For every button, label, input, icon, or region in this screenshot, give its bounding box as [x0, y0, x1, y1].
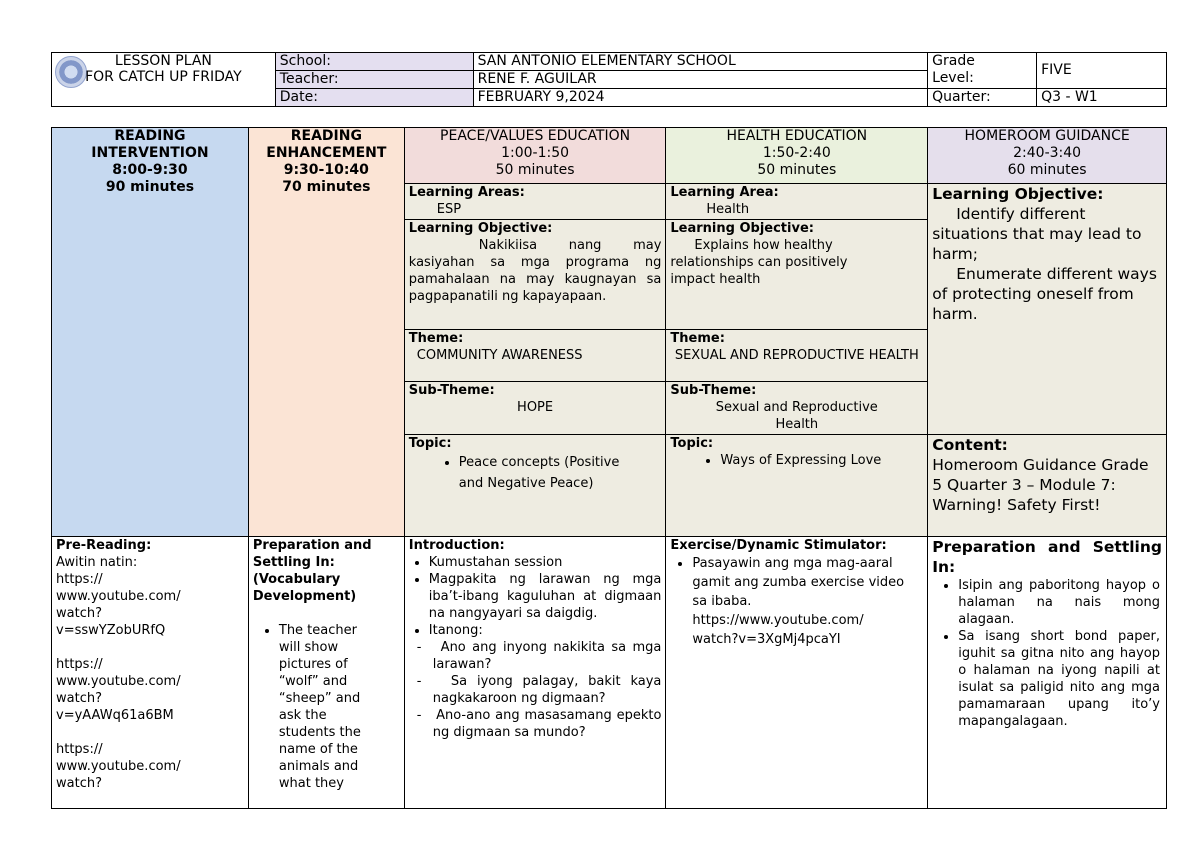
- quarter-label: Quarter:: [928, 89, 1037, 107]
- health-learning-area: [666, 184, 928, 220]
- peace-subtheme-value: HOPE: [517, 400, 554, 415]
- peace-theme-label: Theme:: [408, 331, 464, 346]
- preparation-label: Preparation and Settling In:: [252, 538, 372, 570]
- grade-label-line1: Grade: [932, 53, 975, 69]
- peace-objective-label: Learning Objective:: [408, 221, 553, 236]
- health-education-header: [666, 128, 928, 184]
- song-link-1[interactable]: https:// www.youtube.com/ watch? v=sswYZobURfQ: [56, 572, 181, 638]
- health-objective-label: Learning Objective:: [670, 221, 814, 236]
- col4-duration: 50 minutes: [757, 162, 837, 178]
- health-topic-item: • Ways of Expressing Love: [720, 452, 923, 469]
- homeroom-prep-item-1: • Isipin ang paboritong hayop o halaman na nais mong alagaan.: [958, 577, 1160, 628]
- homeroom-preparation-label: Preparation and Settling In:: [932, 538, 1162, 576]
- col1-title2: INTERVENTION: [91, 145, 209, 161]
- col5-time: 2:40-3:40: [1013, 145, 1082, 161]
- health-learning-objective: [666, 220, 928, 330]
- peace-theme: [404, 330, 666, 382]
- peace-topic-item: • Peace concepts (Positive and Negative Peace): [459, 452, 648, 494]
- health-subtheme-value: Sexual and Reproductive Health: [715, 400, 878, 432]
- col3-duration: 50 minutes: [495, 162, 575, 178]
- col2-title2: ENHANCEMENT: [266, 145, 387, 161]
- grade-level-label: [928, 53, 1037, 89]
- homeroom-content: [928, 435, 1167, 537]
- question-2: - Sa iyong palagay, bakit kaya nagkakaroon ng digmaan?: [416, 674, 662, 706]
- health-topic-label: Topic:: [670, 436, 714, 451]
- health-theme: [666, 330, 928, 382]
- song-link-2[interactable]: https:// www.youtube.com/ watch? v=yAAWq61a6BM: [56, 657, 181, 723]
- reading-enhancement-header: [248, 128, 404, 537]
- quarter-value: Q3 - W1: [1037, 89, 1167, 107]
- health-objective-value: Explains how healthy relationships can positively impact health: [670, 238, 848, 287]
- school-label: School:: [275, 53, 473, 71]
- intro-item-1: • Kumustahan session: [429, 554, 662, 571]
- question-3: - Ano-ano ang masasamang epekto ng digmaan sa mundo?: [416, 708, 662, 740]
- exercise-label: Exercise/Dynamic Stimulator:: [670, 538, 887, 553]
- peace-subtheme-label: Sub-Theme:: [408, 383, 495, 398]
- date-value: FEBRUARY 9,2024: [473, 89, 928, 107]
- homeroom-objective-label: Learning Objective:: [932, 185, 1104, 203]
- school-value: SAN ANTONIO ELEMENTARY SCHOOL: [473, 53, 928, 71]
- col2-time: 9:30-10:40: [283, 162, 369, 178]
- peace-areas-value: ESP: [436, 202, 462, 217]
- col1-time: 8:00-9:30: [112, 162, 188, 178]
- peace-topic: [404, 435, 666, 537]
- homeroom-prep-item-2: • Sa isang short bond paper, iguhit sa gitna nito ang hayop o halaman na iyong napili at isulat sa paligid nito ang mga pamamaraan upang ito’y mapangalagaan.: [958, 628, 1160, 730]
- col1-title1: READING: [114, 128, 186, 144]
- exercise-cell: [666, 537, 928, 809]
- col2-title1: READING: [290, 128, 362, 144]
- health-subtheme: [666, 382, 928, 435]
- teacher-value: RENE F. AGUILAR: [473, 71, 928, 89]
- lesson-plan-title: [52, 53, 276, 107]
- peace-education-header: [404, 128, 666, 184]
- peace-learning-areas: [404, 184, 666, 220]
- health-area-label: Learning Area:: [670, 185, 779, 200]
- reading-intervention-header: [52, 128, 249, 537]
- health-topic: [666, 435, 928, 537]
- title-line-2: FOR CATCH UP FRIDAY: [85, 69, 242, 85]
- health-area-value: Health: [706, 202, 750, 217]
- health-subtheme-label: Sub-Theme:: [670, 383, 757, 398]
- col4-title: HEALTH EDUCATION: [726, 128, 868, 144]
- intro-questions: [409, 639, 662, 741]
- question-1: - Ano ang inyong nakikita sa mga larawan?: [416, 640, 662, 672]
- pre-reading-cell: [52, 537, 249, 809]
- exercise-item[interactable]: • Pasayawin ang mga mag-aaral gamit ang zumba exercise video sa ibaba. https://www.youtube.com/ watch?v=3XgMj4pcaYI: [692, 554, 911, 649]
- homeroom-objective-1: Identify different situations that may lead to harm;: [932, 205, 1142, 263]
- pre-reading-intro: Awitin natin:: [56, 555, 138, 570]
- lesson-plan-table: [51, 127, 1167, 809]
- song-link-3[interactable]: https:// www.youtube.com/ watch?: [56, 742, 181, 791]
- peace-subtheme: [404, 382, 666, 435]
- introduction-label: Introduction:: [408, 538, 505, 553]
- col2-duration: 70 minutes: [282, 179, 371, 195]
- homeroom-objective-2: Enumerate different ways of protecting oneself from harm.: [932, 265, 1157, 323]
- date-label: Date:: [275, 89, 473, 107]
- homeroom-content-value: Homeroom Guidance Grade 5 Quarter 3 – Module 7: Warning! Safety First!: [932, 456, 1149, 514]
- grade-label-line2: Level:: [932, 70, 974, 86]
- pre-reading-label: Pre-Reading:: [56, 538, 152, 553]
- peace-objective-value: Nakikiisa nang may kasiyahan sa mga programa ng pamahalaan na may kaugnayan sa pagpapanatili ng kapayapaan.: [408, 238, 662, 304]
- peace-topic-label: Topic:: [408, 436, 452, 451]
- preparation-item: • The teacher will show pictures of “wolf” and “sheep” and ask the students the name of the animals and what they: [279, 622, 382, 792]
- header-table: [51, 52, 1167, 107]
- intro-item-3: • Itanong:: [429, 622, 662, 639]
- homeroom-content-label: Content:: [932, 436, 1008, 454]
- col1-duration: 90 minutes: [105, 179, 195, 195]
- col5-duration: 60 minutes: [1007, 162, 1087, 178]
- grade-level-value: FIVE: [1037, 53, 1167, 89]
- col3-time: 1:00-1:50: [501, 145, 570, 161]
- introduction-cell: [404, 537, 666, 809]
- peace-theme-value: COMMUNITY AWARENESS: [416, 348, 583, 363]
- health-theme-value: SEXUAL AND REPRODUCTIVE HEALTH: [674, 348, 919, 363]
- peace-learning-objective: [404, 220, 666, 330]
- preparation-cell: [248, 537, 404, 809]
- col3-title: PEACE/VALUES EDUCATION: [440, 128, 631, 144]
- intro-item-2: • Magpakita ng larawan ng mga iba’t-ibang kaguluhan at digmaan na nangyayari sa daigdig.: [429, 571, 662, 622]
- health-theme-label: Theme:: [670, 331, 725, 346]
- title-line-1: LESSON PLAN: [114, 53, 212, 69]
- vocabulary-label: (Vocabulary Development): [252, 572, 357, 604]
- teacher-label: Teacher:: [275, 71, 473, 89]
- homeroom-preparation-cell: [928, 537, 1167, 809]
- homeroom-guidance-header: [928, 128, 1167, 184]
- col4-time: 1:50-2:40: [762, 145, 831, 161]
- peace-areas-label: Learning Areas:: [408, 185, 525, 200]
- homeroom-objective-cell: [928, 184, 1167, 435]
- col5-title: HOMEROOM GUIDANCE: [964, 128, 1130, 144]
